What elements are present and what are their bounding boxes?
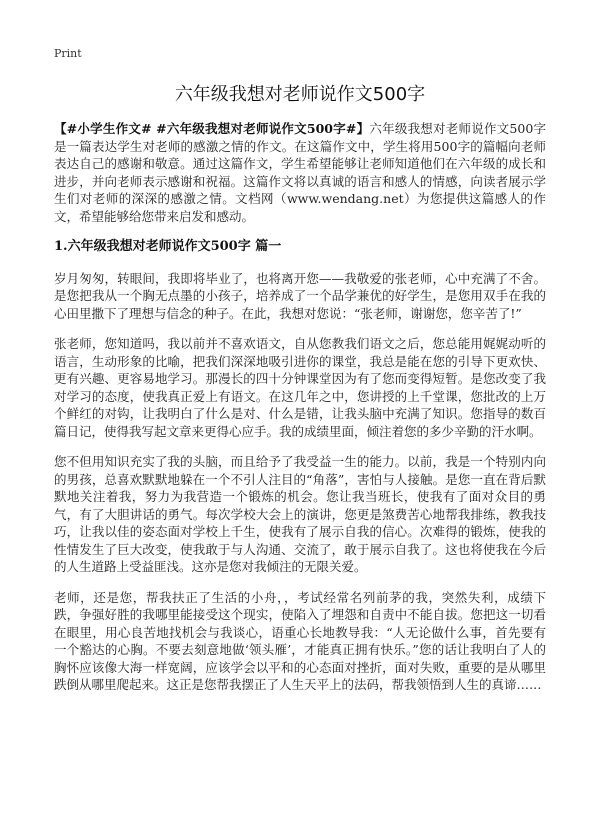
body-paragraph: 您不但用知识充实了我的头脑，而且给予了我受益一生的能力。以前，我是一个特别内向的男孩，总喜欢默默地躲在一个不引人注目的“角落”，害怕与人接触。是您一直在背后默默地关注着我，努力为我营造一个锻炼的机会。您让我当班长，使我有了面对众目的勇气，有了大胆讲话的勇气。每次学校大会上的演讲，您更是煞费苦心地帮我排练，教我技巧，让我以佳的姿态面对学校上千生，使我有了展示自我的信心。次难得的锻炼，使我的性情发生了巨大改变，使我敢于与人沟通、交流了，敢于展示自我了。这也将使我在今后的人生道路上受益匪浅。这亦是您对我倾注的无限关爱。 (54, 454, 546, 574)
section-heading: 1.六年级我想对老师说作文500字 篇一 (54, 239, 282, 254)
intro-tags: 【#小学生作文# #六年级我想对老师说作文500字#】 (54, 121, 370, 136)
body-paragraph: 岁月匆匆，转眼间，我即将毕业了，也将离开您——我敬爱的张老师，心中充满了不舍。是您把我从一个胸无点墨的小孩子，培养成了一个品学兼优的好学生，是您用双手在我的心田里撒下了理想与信念的种子。在此，我想对您说：“张老师，谢谢您，您辛苦了!” (54, 270, 546, 321)
article-body (54, 120, 546, 707)
body-paragraph: 老师，还是您，帮我扶正了生活的小舟，，考试经常名列前茅的我，突然失利，成绩下跌，争强好胜的我哪里能接受这个现实，使陷入了埋怨和自责中不能自拔。您把这一切看在眼里，用心良苦地找机会与我谈心，语重心长地教导我：“人无论做什么事，首先要有一个豁达的心胸。不要去刻意地做‘领头雁’，才能真正拥有快乐。”您的话让我明白了人的胸怀应该像大海一样宽阔，应该学会以平和的心态面对挫折，面对失败，重要的是从哪里跌倒从哪里爬起来。这正是您帮我摆正了人生天平上的法码，帮我领悟到人生的真谛…… (54, 589, 546, 692)
intro-text: 六年级我想对老师说作文500字是一篇表达学生对老师的感激之情的作文。在这篇作文中，学生将用500字的篇幅向老师表达自己的感谢和敬意。通过这篇作文，学生希望能够让老师知道他们在六年级的成长和进步，并向老师表示感谢和祝福。这篇作文将以真诚的语言和感人的情感，向读者展示学生们对老师的深深的感激之情。文档网（www.wendang.net）为您提供这篇感人的作文，希望能够给您带来启发和感动。 (54, 121, 546, 224)
page-title: 六年级我想对老师说作文500字 (174, 84, 426, 105)
print-label: Print (54, 47, 82, 60)
body-paragraph: 张老师，您知道吗，我以前并不喜欢语文，自从您教我们语文之后，您总能用娓娓动听的语言，生动形象的比喻，把我们深深地吸引进你的课堂，我总是能在您的引导下更欢快、更有兴趣、更容易地学习。那漫长的四十分钟课堂因为有了您而变得短暂。是您改变了我对学习的态度，使我真正爱上有语文。在这几年之中，您讲授的上千堂课，您批改的上万个鲜红的对钩，让我明白了什么是对、什么是错，让我头脑中充满了知识。您指导的数百篇日记，使得我写起文章来更得心应手。我的成绩里面，倾注着您的多少辛勤的汗水啊。 (54, 336, 546, 439)
intro-paragraph (54, 120, 546, 225)
